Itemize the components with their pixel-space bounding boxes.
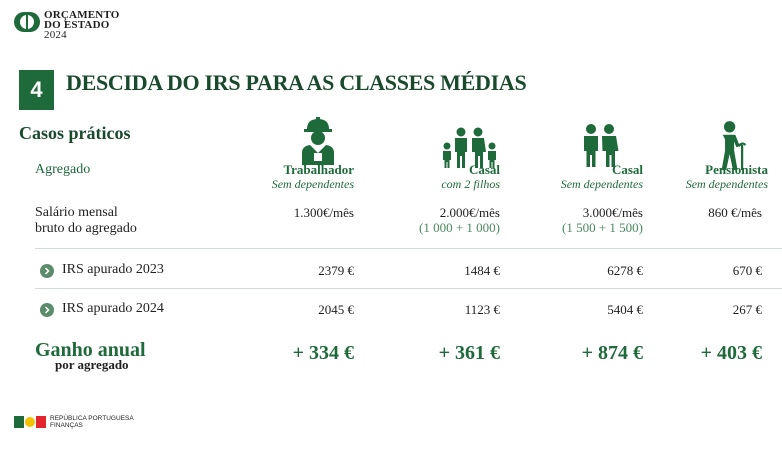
col-title-couple: Casal [611, 162, 643, 177]
salary-worker: 1.300€/mês [293, 205, 354, 220]
chevron-right-icon [40, 303, 54, 317]
logo-mark-icon [14, 12, 40, 32]
salary-label-line1: Salário mensal [35, 205, 118, 220]
irs-2024-pensioner: 267 € [732, 302, 762, 317]
logo-year: 2024 [44, 29, 67, 41]
gain-couple-kids: + 361 € [438, 342, 500, 364]
irs-2023-couple: 6278 € [607, 263, 643, 278]
divider [35, 248, 782, 249]
footer-text [50, 415, 134, 429]
salary-couple-kids: 2.000€/mês [439, 205, 500, 220]
col-subtitle-pensioner: Sem dependentes [685, 177, 768, 191]
col-subtitle-couple: Sem dependentes [560, 177, 643, 191]
irs-2024-couple-kids: 1123 € [464, 302, 500, 317]
divider [35, 288, 782, 289]
salary-couple-kids-breakdown: (1 000 + 1 000) [419, 220, 500, 235]
agregado-label: Agregado [35, 162, 91, 177]
logo-line2: DO ESTADO [44, 19, 110, 31]
portugal-flag-icon [14, 416, 46, 428]
col-subtitle-couple-kids: com 2 filhos [441, 177, 500, 191]
chevron-right-icon [40, 264, 54, 278]
col-title-worker: Trabalhador [283, 162, 354, 177]
irs-2023-label: IRS apurado 2023 [62, 262, 164, 277]
irs-2023-pensioner: 670 € [732, 263, 762, 278]
irs-2023-couple-kids: 1484 € [464, 263, 500, 278]
col-title-pensioner: Pensionista [705, 162, 768, 177]
footer-line2: FINANÇAS [50, 422, 83, 429]
logo-line1: ORÇAMENTO [44, 9, 120, 21]
irs-2023-worker: 2379 € [318, 263, 354, 278]
gain-pensioner: + 403 € [700, 342, 762, 364]
gain-worker: + 334 € [292, 342, 354, 364]
section-number: 4 [19, 70, 54, 110]
section-subtitle: Casos práticos [19, 123, 131, 143]
page-title: DESCIDA DO IRS PARA AS CLASSES MÉDIAS [66, 70, 527, 95]
salary-label-line2: bruto do agregado [35, 221, 137, 236]
irs-2024-couple: 5404 € [607, 302, 643, 317]
gain-couple: + 874 € [581, 342, 643, 364]
col-subtitle-worker: Sem dependentes [271, 177, 354, 191]
gain-sublabel: por agregado [55, 357, 129, 372]
salary-couple-breakdown: (1 500 + 1 500) [562, 220, 643, 235]
worker-icon [288, 115, 348, 165]
irs-2024-worker: 2045 € [318, 302, 354, 317]
irs-2024-label: IRS apurado 2024 [62, 301, 164, 316]
gain-label: Ganho anual [35, 339, 146, 361]
col-title-couple-kids: Casal [468, 162, 500, 177]
salary-pensioner: 860 €/mês [708, 205, 762, 220]
salary-couple: 3.000€/mês [582, 205, 643, 220]
budget-logo-text [44, 10, 120, 40]
footer-line1: REPÚBLICA PORTUGUESA [50, 415, 134, 422]
